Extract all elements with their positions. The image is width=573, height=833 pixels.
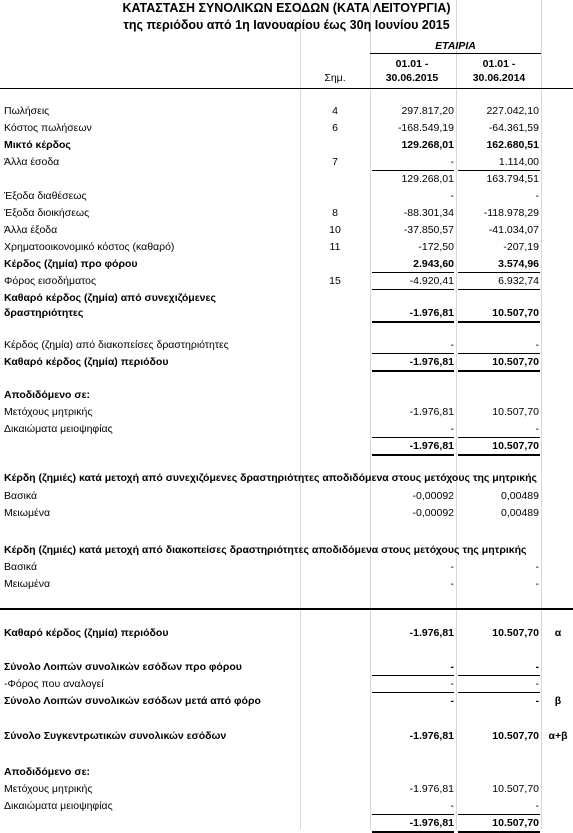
entity-header: ΕΤΑΙΡΙΑ <box>435 40 476 52</box>
row-label: Σύνολο Λοιπών συνολικών εσόδων προ φόρου <box>4 661 242 673</box>
table-row <box>0 137 573 153</box>
value-2014: 10.507,70 <box>492 817 539 829</box>
row-label: Κέρδος (ζημία) από διακοπείσες δραστηριότητες <box>4 339 229 351</box>
row-label: Κέρδος (ζημία) προ φόρου <box>4 258 138 270</box>
table-row <box>0 188 573 204</box>
row-label: Βασικά <box>4 561 38 573</box>
row-marker: α+β <box>548 730 568 742</box>
row-label: Καθαρό κέρδος (ζημία) από συνεχιζόμενες <box>4 292 216 304</box>
total-underline <box>372 370 454 372</box>
total-underline <box>458 321 540 323</box>
total-underline <box>372 321 454 323</box>
table-row <box>0 103 573 119</box>
row-label: Κέρδη (ζημιές) κατά μετοχή από διακοπείσες δραστηριότητες αποδιδόμενα στους μετόχους της μητρικής <box>4 544 527 556</box>
value-2015: - <box>450 678 454 690</box>
value-2014: 10.507,70 <box>492 783 539 795</box>
table-row <box>0 239 573 255</box>
value-2015: -4.920,41 <box>409 275 454 287</box>
row-label: δραστηριότητες <box>4 307 84 319</box>
table-row <box>0 488 573 504</box>
row-label: Μειωμένα <box>4 507 51 519</box>
row-label: -Φόρος που αναλογεί <box>4 678 104 690</box>
row-label: Άλλα έσοδα <box>4 156 60 168</box>
row-note-ref: 15 <box>329 275 341 287</box>
value-2014: 10.507,70 <box>492 440 539 452</box>
value-2014: 162.680,51 <box>486 139 539 151</box>
table-row <box>0 676 573 692</box>
table-row <box>0 728 573 744</box>
value-2015: - <box>450 339 454 351</box>
value-2014: - <box>535 678 539 690</box>
table-row <box>0 171 573 187</box>
value-2014: 10.507,70 <box>492 307 539 319</box>
value-2015: -1.976,81 <box>409 783 454 795</box>
value-2015: -0,00092 <box>412 507 454 519</box>
row-label: Μετόχους μητρικής <box>4 406 93 418</box>
table-row <box>0 205 573 221</box>
row-label: Κέρδη (ζημιές) κατά μετοχή από συνεχιζόμενες δραστηριότητες αποδιδόμενα στους μετόχους της μητρικής <box>4 472 537 484</box>
table-row <box>0 404 573 420</box>
row-label: Έξοδα διοικήσεως <box>4 207 90 219</box>
table-row <box>0 154 573 170</box>
row-label: Σύνολο Συγκεντρωτικών συνολικών εσόδων <box>4 730 227 742</box>
table-row <box>0 625 573 641</box>
value-2015: - <box>450 190 454 202</box>
value-2015: -1.976,81 <box>409 730 454 742</box>
row-note-ref: 8 <box>332 207 338 219</box>
row-label: Κόστος πωλήσεων <box>4 122 92 134</box>
value-2014: - <box>535 561 539 573</box>
total-underline <box>458 454 540 456</box>
value-2015: 297.817,20 <box>401 105 454 117</box>
row-label: Έξοδα διαθέσεως <box>4 190 87 202</box>
value-2014: 227.042,10 <box>486 105 539 117</box>
value-2014: - <box>535 190 539 202</box>
value-2015: -1.976,81 <box>409 440 454 452</box>
table-row <box>0 290 573 306</box>
row-label: Αποδιδόμενο σε: <box>4 766 91 778</box>
header-rule <box>370 53 541 54</box>
table-row <box>0 764 573 780</box>
value-2014: - <box>535 800 539 812</box>
value-2014: - <box>535 423 539 435</box>
table-row <box>0 781 573 797</box>
table-row <box>0 337 573 353</box>
col1-header-line1: 01.01 - <box>395 58 429 70</box>
value-2015: -1.976,81 <box>409 406 454 418</box>
value-2014: 10.507,70 <box>492 627 539 639</box>
value-2014: -41.034,07 <box>488 224 539 236</box>
value-2014: 0,00489 <box>501 507 539 519</box>
value-2014: - <box>535 578 539 590</box>
value-2014: - <box>535 661 539 673</box>
value-2015: - <box>450 800 454 812</box>
note-column-header: Σημ. <box>324 72 346 84</box>
total-underline <box>458 370 540 372</box>
table-row <box>0 576 573 592</box>
row-label: Χρηματοοικονομικό κόστος (καθαρό) <box>4 241 175 253</box>
value-2014: -207,19 <box>503 241 539 253</box>
value-2014: 163.794,51 <box>486 173 539 185</box>
value-2015: -168.549,19 <box>397 122 454 134</box>
value-2015: -1.976,81 <box>409 356 454 368</box>
table-row <box>0 421 573 437</box>
table-row <box>0 387 573 403</box>
value-2015: -1.976,81 <box>409 307 454 319</box>
row-label: Πωλήσεις <box>4 105 50 117</box>
table-row <box>0 256 573 272</box>
row-label: Δικαιώματα μειοψηφίας <box>4 800 113 812</box>
value-2015: - <box>450 578 454 590</box>
row-label: Βασικά <box>4 490 38 502</box>
table-row <box>0 693 573 709</box>
row-note-ref: 11 <box>329 241 341 253</box>
table-row <box>0 273 573 289</box>
statement-subtitle: της περιόδου από 1η Ιανουαρίου έως 30η Ιουνίου 2015 <box>123 18 450 32</box>
value-2014: - <box>535 695 539 707</box>
value-2014: -118.978,29 <box>483 207 539 219</box>
value-2015: 2.943,60 <box>413 258 454 270</box>
row-label: Καθαρό κέρδος (ζημία) περιόδου <box>4 627 169 639</box>
total-underline <box>372 454 454 456</box>
value-2014: 10.507,70 <box>492 356 539 368</box>
value-2015: -1.976,81 <box>409 627 454 639</box>
row-label: Καθαρό κέρδος (ζημία) περιόδου <box>4 356 169 368</box>
value-2015: - <box>450 156 454 168</box>
row-label: Μειωμένα <box>4 578 51 590</box>
row-note-ref: 6 <box>332 122 338 134</box>
table-row <box>0 505 573 521</box>
row-label: Άλλα έξοδα <box>4 224 58 236</box>
value-2014: 6.932,74 <box>498 275 539 287</box>
table-row <box>0 798 573 814</box>
col2-header-line2: 30.06.2014 <box>472 72 526 84</box>
row-marker: β <box>554 695 562 707</box>
value-2015: 129.268,01 <box>401 139 454 151</box>
row-note-ref: 4 <box>332 105 338 117</box>
value-2014: 1.114,00 <box>498 156 539 168</box>
table-row <box>0 438 573 454</box>
section-divider <box>0 608 573 610</box>
value-2014: 10.507,70 <box>492 406 539 418</box>
table-row <box>0 354 573 370</box>
row-note-ref: 7 <box>332 156 338 168</box>
statement-title: ΚΑΤΑΣΤΑΣΗ ΣΥΝΟΛΙΚΩΝ ΕΣΟΔΩΝ (ΚΑΤΑ ΛΕΙΤΟΥΡΓΙΑ) <box>122 1 451 15</box>
table-row <box>0 222 573 238</box>
col2-header-line1: 01.01 - <box>482 58 516 70</box>
row-label: Σύνολο Λοιπών συνολικών εσόδων μετά από φόρο <box>4 695 261 707</box>
row-note-ref: 10 <box>329 224 341 236</box>
table-row <box>0 120 573 136</box>
value-2015: - <box>450 561 454 573</box>
row-label: Δικαιώματα μειοψηφίας <box>4 423 113 435</box>
value-2014: -64.361,59 <box>488 122 539 134</box>
row-label: Φόρος εισοδήματος <box>4 275 97 287</box>
value-2015: 129.268,01 <box>401 173 454 185</box>
table-row <box>0 542 573 558</box>
col1-header-line2: 30.06.2015 <box>385 72 439 84</box>
value-2015: - <box>450 423 454 435</box>
table-row <box>0 559 573 575</box>
value-2015: -1.976,81 <box>409 817 454 829</box>
value-2015: -172,50 <box>418 241 454 253</box>
header-bottom-rule <box>0 88 573 89</box>
row-label: Μικτό κέρδος <box>4 139 71 151</box>
value-2014: 3.574,96 <box>498 258 539 270</box>
table-row <box>0 659 573 675</box>
row-marker: α <box>554 627 562 639</box>
value-2015: - <box>450 695 454 707</box>
table-row <box>0 470 573 486</box>
value-2014: 0,00489 <box>501 490 539 502</box>
value-2015: -37.850,57 <box>403 224 454 236</box>
value-2014: - <box>535 339 539 351</box>
value-2014: 10.507,70 <box>492 730 539 742</box>
row-label: Αποδιδόμενο σε: <box>4 389 91 401</box>
value-2015: - <box>450 661 454 673</box>
value-2015: -88.301,34 <box>403 207 454 219</box>
row-label: Μετόχους μητρικής <box>4 783 93 795</box>
table-row <box>0 305 573 321</box>
value-2015: -0,00092 <box>412 490 454 502</box>
